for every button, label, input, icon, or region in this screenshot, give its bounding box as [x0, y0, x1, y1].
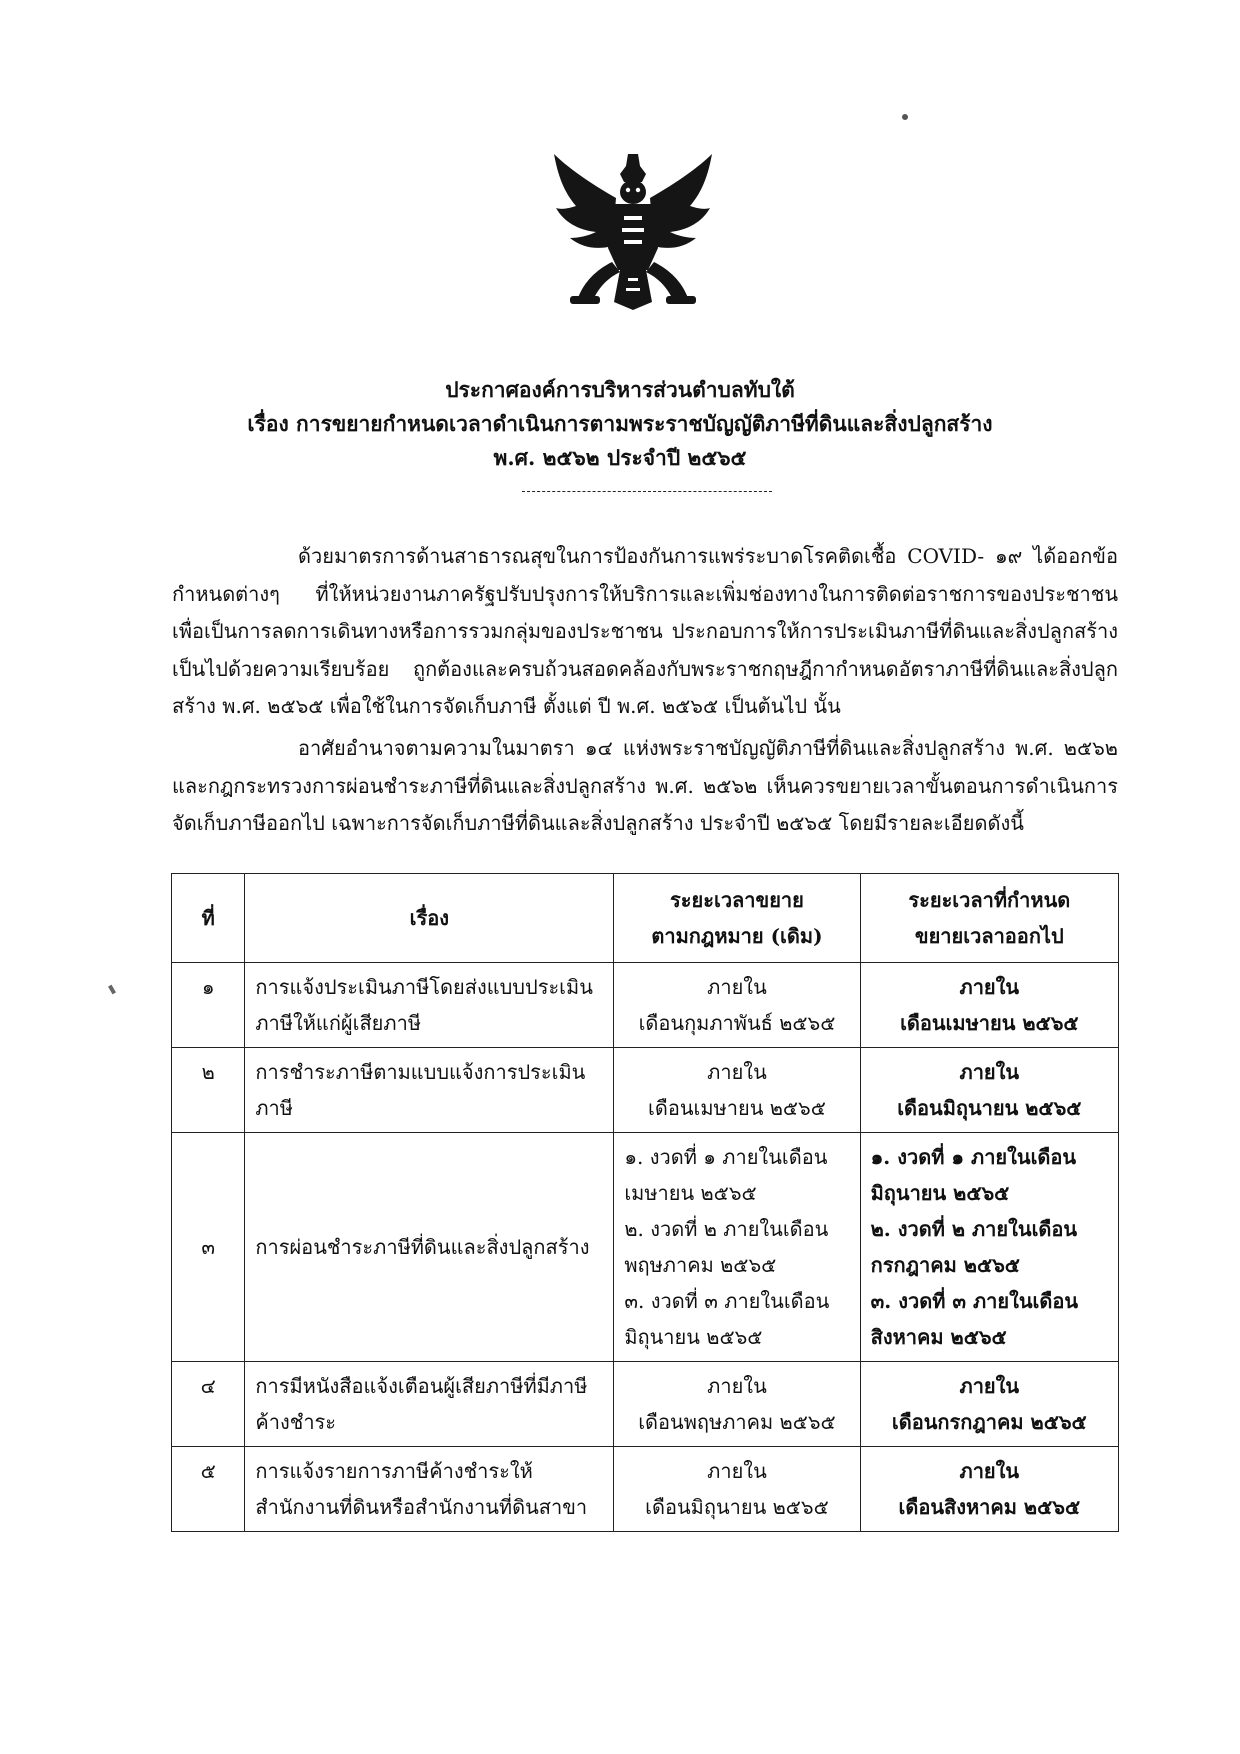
row-subject-line: ค้างชำระ	[255, 1410, 337, 1434]
row-new-line: ๒. งวดที่ ๒ ภายในเดือน	[870, 1217, 1078, 1241]
row-new-line: มิถุนายน ๒๕๖๕	[870, 1181, 1010, 1205]
announcement-subject: เรื่อง การขยายกำหนดเวลาดำเนินการตามพระราชบัญญัติภาษีที่ดินและสิ่งปลูกสร้าง	[247, 411, 993, 436]
row-old-line: ภายใน	[707, 1060, 767, 1084]
row-subject-line: การมีหนังสือแจ้งเตือนผู้เสียภาษีที่มีภาษี	[255, 1374, 588, 1398]
row-new-line: ภายใน	[959, 1459, 1020, 1483]
row-new-line: เดือนกรกฎาคม ๒๕๖๕	[891, 1410, 1087, 1434]
row-subject-line: ภาษี	[255, 1096, 293, 1120]
row-old-line: ภายใน	[707, 1374, 767, 1398]
table-row	[172, 963, 1119, 1048]
row-new-line: กรกฎาคม ๒๕๖๕	[870, 1253, 1020, 1277]
row-old-deadline	[614, 1362, 860, 1447]
paragraph-1	[172, 538, 1118, 726]
announcement-title: ประกาศองค์การบริหารส่วนตำบลทับใต้	[445, 377, 795, 402]
row-new-deadline	[860, 1362, 1118, 1447]
header-new-line1: ระยะเวลาที่กำหนด	[908, 888, 1071, 912]
scan-speck	[902, 114, 908, 120]
row-no: ๓	[172, 1133, 245, 1362]
row-old-line: พฤษภาคม ๒๕๖๕	[624, 1253, 777, 1277]
row-old-deadline	[614, 1133, 860, 1362]
table-header-row	[172, 874, 1119, 963]
row-subject-line: สำนักงานที่ดินหรือสำนักงานที่ดินสาขา	[255, 1495, 588, 1519]
row-subject: การผ่อนชำระภาษีที่ดินและสิ่งปลูกสร้าง	[245, 1133, 614, 1362]
row-old-line: มิถุนายน ๒๕๖๕	[624, 1325, 763, 1349]
paragraph-2	[172, 730, 1118, 843]
row-no: ๒	[172, 1048, 245, 1133]
row-old-line: เดือนพฤษภาคม ๒๕๖๕	[638, 1410, 836, 1434]
row-old-line: ๑. งวดที่ ๑ ภายในเดือน	[624, 1145, 828, 1169]
row-new-deadline	[860, 1447, 1118, 1532]
header-new-deadline	[860, 874, 1118, 963]
garuda-emblem-icon	[548, 152, 718, 312]
row-old-line: ๓. งวดที่ ๓ ภายในเดือน	[624, 1289, 830, 1313]
row-old-deadline	[614, 1048, 860, 1133]
header-old-line1: ระยะเวลาขยาย	[670, 888, 804, 912]
announcement-year: พ.ศ. ๒๕๖๒ ประจำปี ๒๕๖๕	[493, 445, 747, 470]
header-old-deadline	[614, 874, 860, 963]
row-new-line: สิงหาคม ๒๕๖๕	[870, 1325, 1007, 1349]
row-new-deadline	[860, 963, 1118, 1048]
title-divider	[522, 491, 772, 492]
row-subject-line: การชำระภาษีตามแบบแจ้งการประเมิน	[255, 1060, 586, 1084]
schedule-table	[171, 873, 1119, 1532]
row-subject	[245, 1048, 614, 1133]
table-row	[172, 1133, 1119, 1362]
row-subject-line: ภาษีให้แก่ผู้เสียภาษี	[255, 1011, 421, 1035]
row-new-line: เดือนเมษายน ๒๕๖๕	[900, 1011, 1079, 1035]
header-old-line2: ตามกฎหมาย (เดิม)	[651, 924, 823, 948]
row-no: ๑	[172, 963, 245, 1048]
paragraph-2-text: อาศัยอำนาจตามความในมาตรา ๑๔ แห่งพระราชบัญญัติภาษีที่ดินและสิ่งปลูกสร้าง พ.ศ. ๒๕๖๒ และกฎกระทรวงการผ่อนชำระภาษีที่ดินและสิ่งปลูกสร้าง พ.ศ. ๒๕๖๒ เห็นควรขยายเวลาขั้นตอนการดำเนินการจัดเก็บภาษีออกไป เฉพาะการจัดเก็บภาษีที่ดินและสิ่งปลูกสร้าง ประจำปี ๒๕๖๕ โดยมีรายละเอียดดังนี้	[172, 736, 1118, 835]
row-no: ๔	[172, 1362, 245, 1447]
row-new-line: ภายใน	[959, 975, 1020, 999]
table-row	[172, 1048, 1119, 1133]
table-row	[172, 1362, 1119, 1447]
row-subject	[245, 963, 614, 1048]
row-old-line: ภายใน	[707, 975, 767, 999]
row-old-line: ๒. งวดที่ ๒ ภายในเดือน	[624, 1217, 829, 1241]
row-old-deadline	[614, 1447, 860, 1532]
row-old-line: เดือนกุมภาพันธ์ ๒๕๖๕	[638, 1011, 836, 1035]
row-old-line: เมษายน ๒๕๖๕	[624, 1181, 757, 1205]
row-subject-line: การแจ้งประเมินภาษีโดยส่งแบบประเมิน	[255, 975, 593, 999]
row-new-line: ภายใน	[959, 1374, 1020, 1398]
row-new-line: เดือนมิถุนายน ๒๕๖๕	[897, 1096, 1082, 1120]
row-new-deadline	[860, 1133, 1118, 1362]
row-old-line: ภายใน	[707, 1459, 767, 1483]
paragraph-1-text: ด้วยมาตรการด้านสาธารณสุขในการป้องกันการแพร่ระบาดโรคติดเชื้อ COVID- ๑๙ ได้ออกข้อกำหนดต่างๆ ที่ให้หน่วยงานภาครัฐปรับปรุงการให้บริการและเพิ่มช่องทางในการติดต่อราชการของประชาชน เพื่อเป็นการลดการเดินทางหรือการรวมกลุ่มของประชาชน ประกอบการให้การประเมินภาษีที่ดินและสิ่งปลูกสร้างเป็นไปด้วยความเรียบร้อย ถูกต้องและครบถ้วนสอดคล้องกับพระราชกฤษฎีกากำหนดอัตราภาษีที่ดินและสิ่งปลูกสร้าง พ.ศ. ๒๕๖๕ เพื่อใช้ในการจัดเก็บภาษี ตั้งแต่ ปี พ.ศ. ๒๕๖๕ เป็นต้นไป นั้น	[172, 544, 1118, 718]
row-subject-line: การแจ้งรายการภาษีค้างชำระให้	[255, 1459, 533, 1483]
row-old-deadline	[614, 963, 860, 1048]
row-new-line: ๓. งวดที่ ๓ ภายในเดือน	[870, 1289, 1079, 1313]
scan-mark	[108, 985, 116, 995]
row-new-line: ๑. งวดที่ ๑ ภายในเดือน	[870, 1145, 1077, 1169]
row-subject	[245, 1362, 614, 1447]
header-new-line2: ขยายเวลาออกไป	[914, 924, 1064, 948]
header-no: ที่	[172, 874, 245, 963]
row-subject	[245, 1447, 614, 1532]
row-old-line: เดือนเมษายน ๒๕๖๕	[648, 1096, 826, 1120]
row-new-deadline	[860, 1048, 1118, 1133]
row-new-line: เดือนสิงหาคม ๒๕๖๕	[898, 1495, 1081, 1519]
row-old-line: เดือนมิถุนายน ๒๕๖๕	[645, 1495, 829, 1519]
table-row	[172, 1447, 1119, 1532]
header-subject: เรื่อง	[245, 874, 614, 963]
row-no: ๕	[172, 1447, 245, 1532]
row-new-line: ภายใน	[959, 1060, 1020, 1084]
